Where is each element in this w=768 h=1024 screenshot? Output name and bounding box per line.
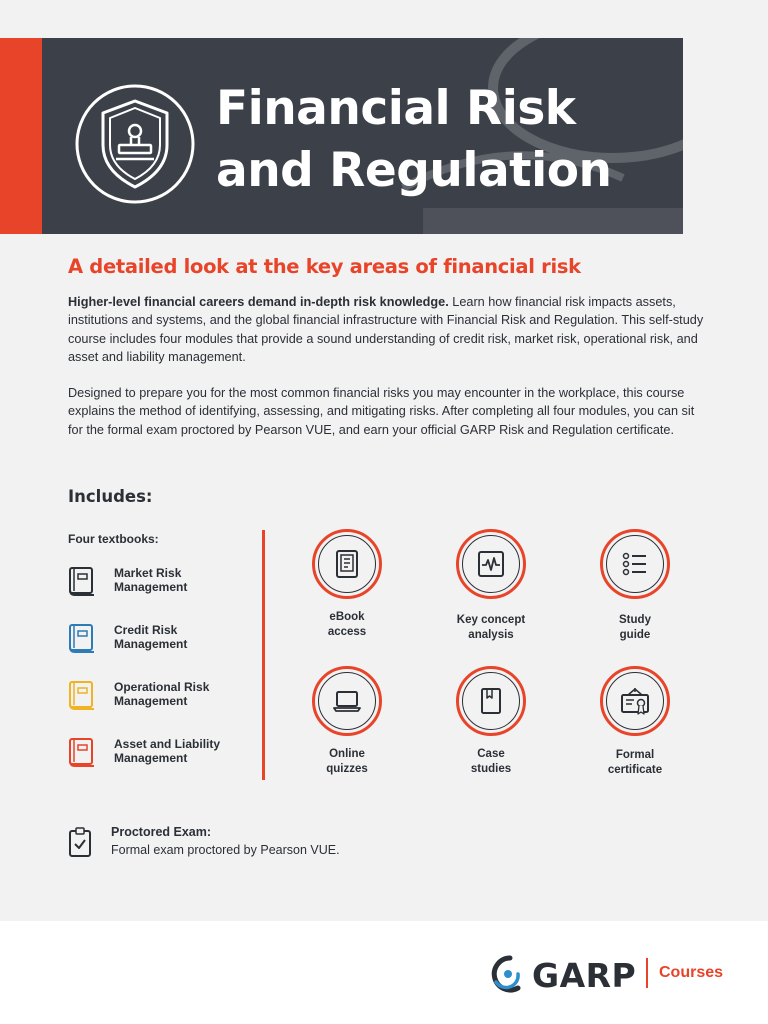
feature-label: Case studies <box>470 748 512 775</box>
laptop-icon <box>331 685 363 717</box>
description-paragraph: Designed to prepare you for the most common financial risks you may encounter in the workplace, this course explains the method of identifying, assessing, and mitigating risks. After completing all four modules, you can sit for the formal exam proctored by Pearson VUE, and earn your official GARP Risk and Regulation certificate. <box>68 386 695 437</box>
ebook-icon <box>331 548 363 580</box>
section-subtitle: A detailed look at the key areas of financial risk <box>68 255 581 278</box>
textbook-item-market-risk <box>68 566 258 602</box>
textbook-icon <box>68 737 96 769</box>
page-title <box>216 78 612 202</box>
feature-label: eBook access <box>327 611 367 638</box>
textbook-icon <box>68 623 96 655</box>
textbook-label: Asset and Liability Management <box>114 737 221 765</box>
exam-description: Formal exam proctored by Pearson VUE. <box>111 843 340 857</box>
feature-label: Key concept analysis <box>456 614 526 641</box>
intro-paragraph <box>68 293 708 366</box>
intro-body-text: Learn how financial risk impacts assets, institutions and systems, and the global financial infrastructure with Financial Risk and Regulation. This self-study course includes four modules that provide a sound understanding of credit risk, market risk, operational risk, and asset and liability management. <box>68 295 704 364</box>
textbooks-heading: Four textbooks: <box>68 532 159 546</box>
feature-icon-ring <box>600 666 670 736</box>
feature-label: Formal certificate <box>607 749 663 776</box>
book-icon <box>475 685 507 717</box>
title-line-2: and Regulation <box>216 143 612 198</box>
exam-title: Proctored Exam: <box>111 825 212 839</box>
garp-logo-icon <box>482 952 530 996</box>
proctored-exam-block <box>68 824 468 864</box>
garp-courses-logo <box>482 952 732 996</box>
vertical-divider <box>262 530 265 780</box>
includes-heading: Includes: <box>68 487 153 506</box>
textbook-icon <box>68 680 96 712</box>
textbook-item-operational-risk <box>68 680 258 716</box>
title-line-1: Financial Risk <box>216 81 576 136</box>
brand-name: GARP <box>532 956 637 995</box>
hero-accent-bar <box>0 38 42 234</box>
feature-icon-ring <box>312 529 382 599</box>
intro-bold-text: Higher-level financial careers demand in-depth risk knowledge. <box>68 295 449 309</box>
textbook-label: Credit Risk Management <box>114 623 188 651</box>
feature-icon-ring <box>456 529 526 599</box>
textbook-icon <box>68 566 96 598</box>
feature-icon-ring <box>456 666 526 736</box>
feature-icon-ring <box>312 666 382 736</box>
product-name: Courses <box>659 964 724 981</box>
shield-stamp-icon <box>74 83 196 205</box>
clipboard-check-icon <box>68 826 92 858</box>
textbook-item-asset-liability <box>68 737 258 773</box>
textbook-label: Market Risk Management <box>114 566 188 594</box>
feature-label: Study guide <box>619 614 651 641</box>
logo-separator <box>646 958 648 988</box>
feature-icon-ring <box>600 529 670 599</box>
feature-label: Online quizzes <box>326 748 368 775</box>
analysis-icon <box>475 548 507 580</box>
textbook-item-credit-risk <box>68 623 258 659</box>
textbook-label: Operational Risk Management <box>114 680 210 708</box>
list-icon <box>619 548 651 580</box>
hero-banner <box>0 38 683 234</box>
certificate-icon <box>619 685 651 717</box>
